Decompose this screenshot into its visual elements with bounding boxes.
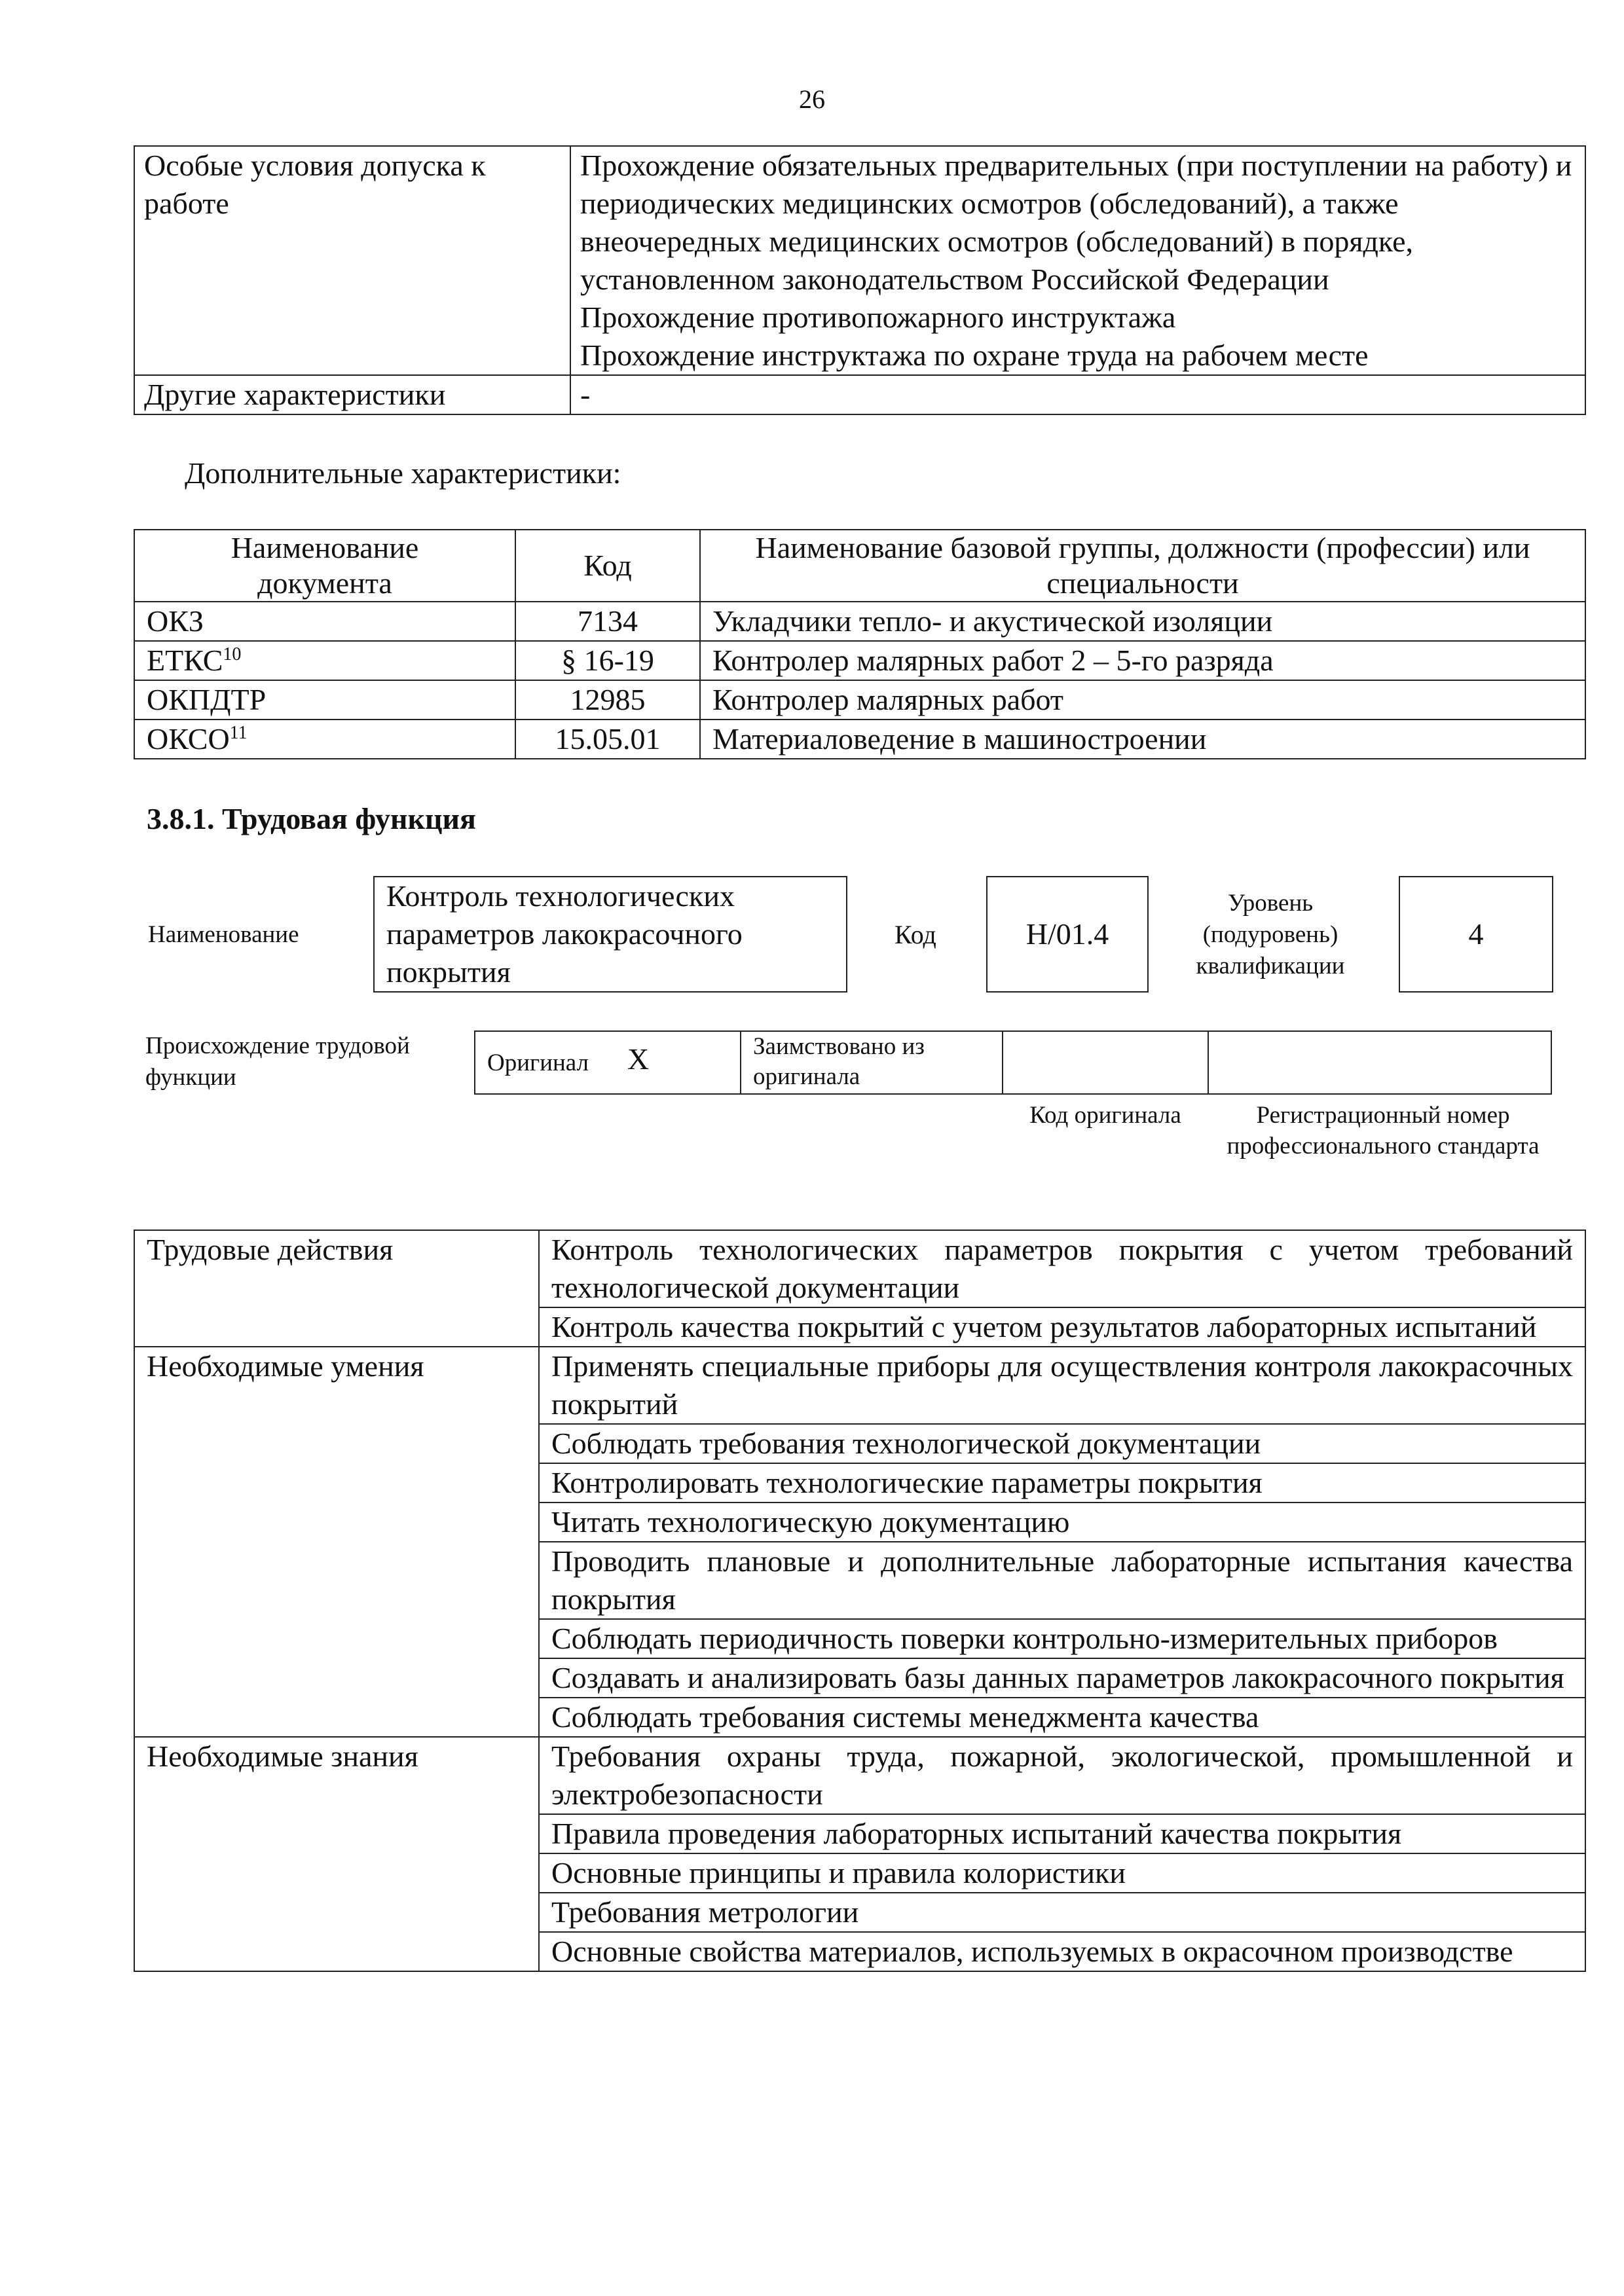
list-item: Основные принципы и правила колористики (539, 1853, 1585, 1893)
name-cell: Укладчики тепло- и акустической изоляции (700, 602, 1585, 641)
table-row (134, 602, 1585, 641)
borrowed-label: Заимствовано из оригинала (753, 1033, 925, 1090)
function-details-table (134, 1230, 1586, 1972)
table-row (134, 146, 1585, 375)
table-row (134, 680, 1585, 720)
other-label: Другие характеристики (134, 375, 570, 414)
footnote-ref: 11 (229, 723, 248, 743)
table-row (134, 1737, 1585, 1814)
function-code-value: H/01.4 (1025, 917, 1109, 951)
group-label-knowledge: Необходимые знания (134, 1737, 539, 1971)
name-cell: Материаловедение в машиностроении (700, 720, 1585, 759)
doc-name: ОКПДТР (147, 683, 267, 716)
extra-characteristics-table (134, 529, 1586, 759)
list-item: Применять специальные приборы для осуществления контроля лакокрасочных покрытий (539, 1347, 1585, 1424)
level-box (1399, 876, 1553, 993)
list-item: Проводить плановые и дополнительные лабораторные испытания качества покрытия (539, 1542, 1585, 1619)
list-item: Контролировать технологические параметры покрытия (539, 1463, 1585, 1503)
level-value: 4 (1468, 917, 1484, 951)
table-row (134, 641, 1585, 680)
list-item: Основные свойства материалов, используемых в окрасочном производстве (539, 1932, 1585, 1971)
extra-characteristics-title: Дополнительные характеристики: (185, 456, 621, 490)
conditions-line: Прохождение обязательных предварительных (при поступлении на работу) и периодических медицинских осмотров (обследований), а также внеочередных медицинских осмотров (обследований) в порядке, установленном законодательством Российской Федерации (580, 149, 1572, 296)
level-label: Уровень (подуровень) квалификации (1196, 890, 1345, 979)
original-code-caption: Код оригинала (1029, 1102, 1181, 1129)
list-item: Создавать и анализировать базы данных параметров лакокрасочного покрытия (539, 1658, 1585, 1698)
header-code: Код (515, 530, 700, 602)
header-name: Наименование базовой группы, должности (профессии) или специальности (700, 530, 1585, 602)
original-label: Оригинал (487, 1049, 589, 1076)
name-cell: Контролер малярных работ (700, 680, 1585, 720)
section-title: 3.8.1. Трудовая функция (147, 802, 476, 835)
name-label: Наименование (148, 921, 299, 948)
conditions-label: Особые условия допуска к работе (134, 146, 570, 375)
function-name-value: Контроль технологических параметров лакокрасочного покрытия (386, 879, 743, 989)
name-cell: Контролер малярных работ 2 – 5-го разряда (700, 641, 1585, 680)
conditions-line: Прохождение противопожарного инструктажа (580, 301, 1176, 334)
original-mark: X (627, 1042, 650, 1076)
doc-name: ОКСО (147, 722, 230, 756)
code-cell: 12985 (515, 680, 700, 720)
origin-divider (1002, 1030, 1209, 1095)
list-item: Требования метрологии (539, 1893, 1585, 1932)
conditions-value (570, 146, 1585, 375)
list-item: Читать технологическую документацию (539, 1503, 1585, 1542)
footnote-ref: 10 (223, 644, 242, 665)
list-item: Соблюдать требования системы менеджмента качества (539, 1698, 1585, 1737)
list-item: Контроль качества покрытий с учетом результатов лабораторных испытаний (539, 1307, 1585, 1347)
code-cell: 7134 (515, 602, 700, 641)
registration-number-caption: Регистрационный номер профессионального стандарта (1227, 1102, 1540, 1159)
table-header-row (134, 530, 1585, 602)
group-label-actions: Трудовые действия (134, 1230, 539, 1347)
doc-name: ОКЗ (147, 604, 204, 638)
list-item: Правила проведения лабораторных испытаний качества покрытия (539, 1814, 1585, 1853)
table-row (134, 1347, 1585, 1424)
table-row (134, 720, 1585, 759)
list-item: Соблюдать периодичность поверки контрольно-измерительных приборов (539, 1619, 1585, 1658)
list-item: Требования охраны труда, пожарной, экологической, промышленной и электробезопасности (539, 1737, 1585, 1814)
code-cell: § 16-19 (515, 641, 700, 680)
table-row (134, 375, 1585, 414)
function-code-box (986, 876, 1149, 993)
conditions-table (134, 145, 1586, 415)
page-number: 26 (799, 84, 825, 114)
list-item: Соблюдать требования технологической документации (539, 1424, 1585, 1463)
header-doc: Наименование документа (134, 530, 515, 602)
group-label-skills: Необходимые умения (134, 1347, 539, 1737)
list-item: Контроль технологических параметров покрытия с учетом требований технологической документации (539, 1230, 1585, 1307)
origin-label: Происхождение трудовой функции (145, 1032, 410, 1091)
other-value: - (570, 375, 1585, 414)
conditions-line: Прохождение инструктажа по охране труда на рабочем месте (580, 338, 1369, 372)
table-row (134, 1230, 1585, 1307)
code-cell: 15.05.01 (515, 720, 700, 759)
code-label: Код (895, 920, 936, 949)
doc-name: ЕТКС (147, 644, 223, 677)
function-name-box (373, 876, 847, 993)
